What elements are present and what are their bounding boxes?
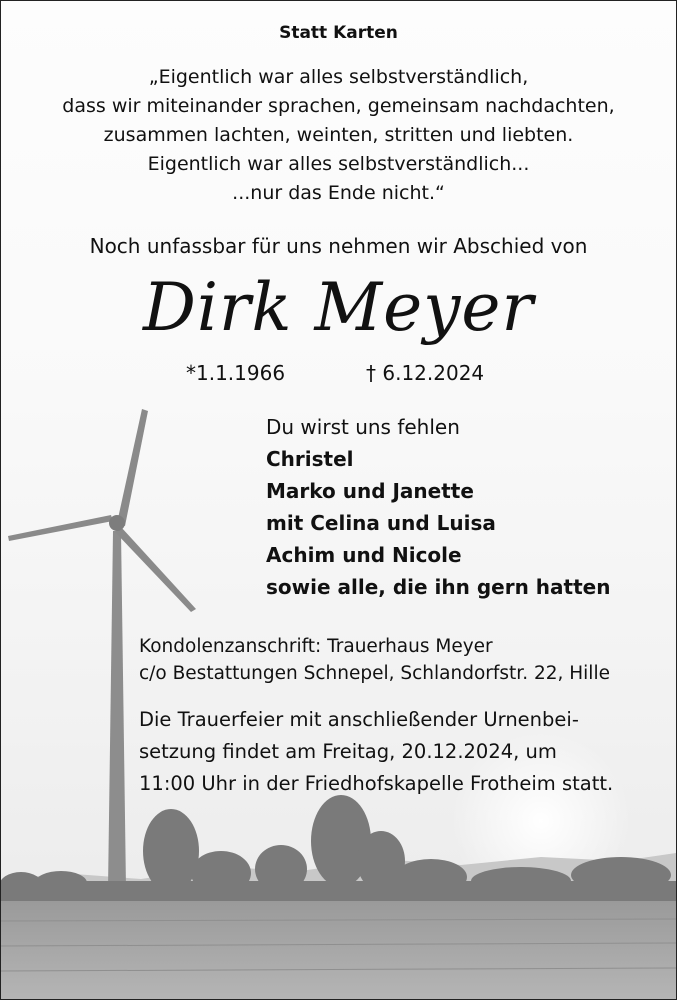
funeral-service-info xyxy=(139,704,613,800)
family-signature xyxy=(266,411,610,603)
family-name: sowie alle, die ihn gern hatten xyxy=(266,575,611,599)
turbine-hub xyxy=(109,515,125,531)
service-line: Die Trauerfeier mit anschließender Urnenbei- xyxy=(139,708,579,731)
birth-date: *1.1.1966 xyxy=(186,361,286,385)
intro-text: Noch unfassbar für uns nehmen wir Abschied von xyxy=(89,234,588,258)
quote-line: „Eigentlich war alles selbstverständlich, xyxy=(148,66,529,88)
quote-line: dass wir miteinander sprachen, gemeinsam nachdachten, xyxy=(62,95,615,117)
service-line: 11:00 Uhr in der Friedhofskapelle Frotheim statt. xyxy=(139,772,614,795)
quote-line: ...nur das Ende nicht.“ xyxy=(232,182,445,204)
family-name: Achim und Nicole xyxy=(266,543,462,567)
contact-line: Kondolenzanschrift: Trauerhaus Meyer xyxy=(139,636,493,657)
condolence-address xyxy=(139,633,610,687)
death-date: † 6.12.2024 xyxy=(366,361,485,385)
turbine-tower xyxy=(108,531,126,889)
turbine-blade xyxy=(115,527,196,612)
grass-field xyxy=(1,901,676,999)
turbine-blade xyxy=(117,409,148,526)
memorial-quote xyxy=(1,63,676,208)
family-intro: Du wirst uns fehlen xyxy=(266,415,460,439)
quote-line: zusammen lachten, weinten, stritten und liebten. xyxy=(103,124,574,146)
family-name: Marko und Janette xyxy=(266,479,474,503)
contact-line: c/o Bestattungen Schnepel, Schlandorfstr. 22, Hille xyxy=(139,663,610,684)
quote-line: Eigentlich war alles selbstverständlich... xyxy=(147,153,530,175)
turbine-blade xyxy=(8,515,113,541)
deceased-name: Dirk Meyer xyxy=(142,269,535,346)
family-name: Christel xyxy=(266,447,354,471)
header-statt-karten: Statt Karten xyxy=(279,23,398,43)
service-line: setzung findet am Freitag, 20.12.2024, um xyxy=(139,740,557,763)
family-name: mit Celina und Luisa xyxy=(266,511,496,535)
